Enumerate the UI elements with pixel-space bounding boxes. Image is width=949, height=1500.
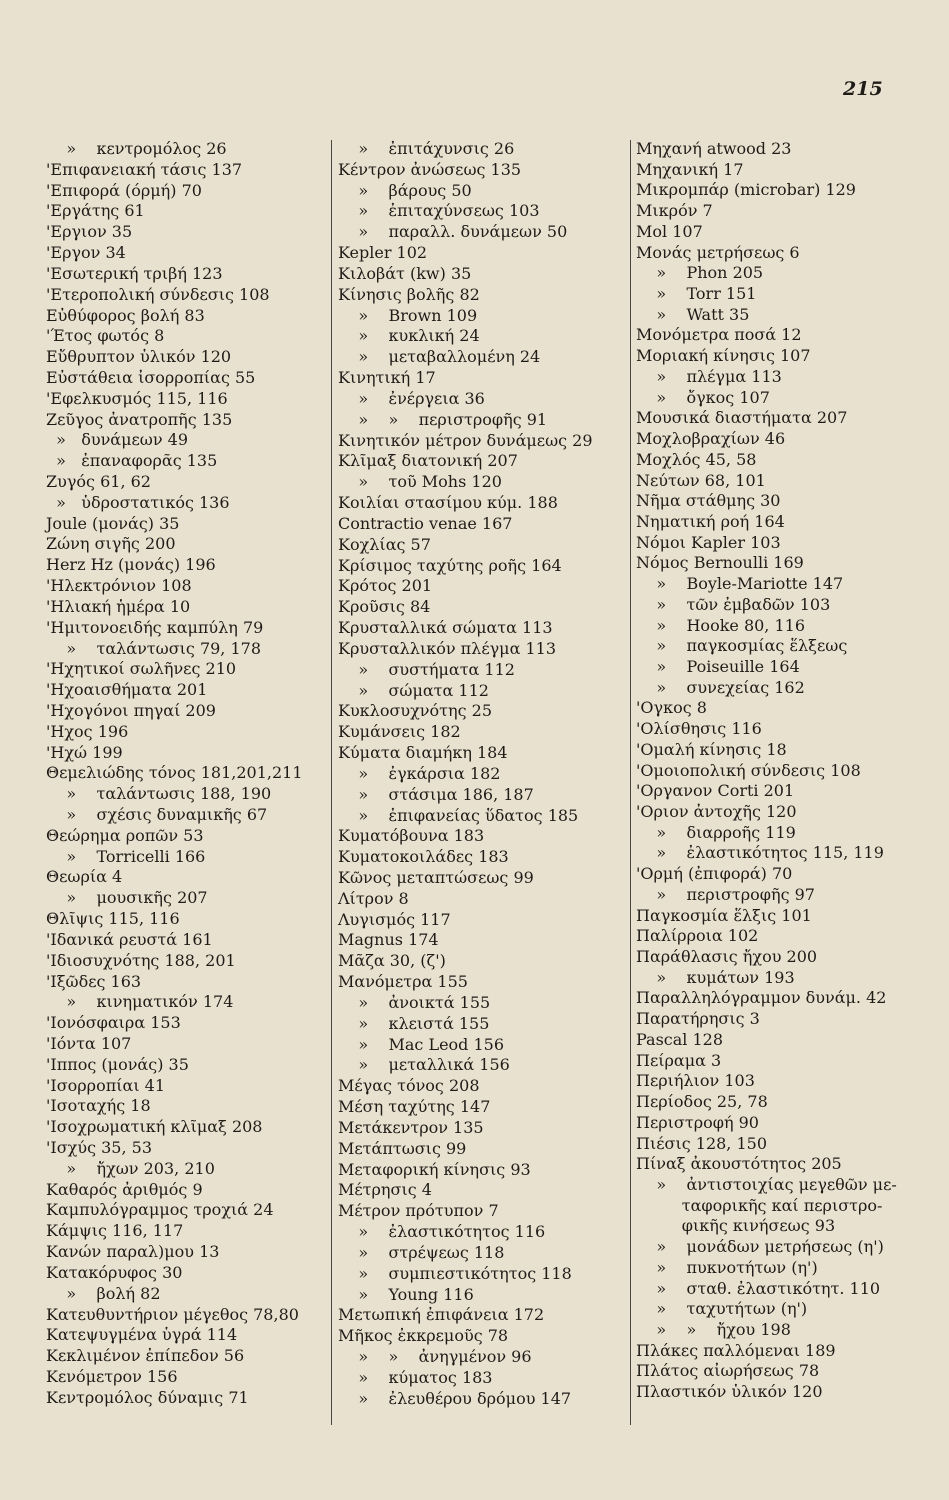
index-entry: Κυματοκοιλάδες 183 bbox=[338, 847, 509, 867]
index-entry: » ταλάντωσις 188, 190 bbox=[46, 784, 272, 804]
index-entry: Μικρομπάρ (microbar) 129 bbox=[636, 180, 856, 200]
index-entry: Καμπυλόγραμμος τροχιά 24 bbox=[46, 1200, 274, 1220]
index-entry: » μονάδων μετρήσεως (η') bbox=[636, 1237, 884, 1257]
index-entry: » πυκνοτήτων (η') bbox=[636, 1257, 818, 1277]
index-entry: Μουσικά διαστήματα 207 bbox=[636, 408, 848, 428]
index-entry: » τῶν ἐμβαδῶν 103 bbox=[636, 594, 831, 614]
index-entry: Μεταφορική κίνησις 93 bbox=[338, 1159, 531, 1179]
index-entry: Κυματόβουνα 183 bbox=[338, 826, 485, 846]
index-entry: Magnus 174 bbox=[338, 930, 439, 950]
index-entry: 'Ισοταχής 18 bbox=[46, 1096, 151, 1116]
index-entry: 'Επιφορά (όρμή) 70 bbox=[46, 180, 202, 200]
index-entry: Ζώνη σιγῆς 200 bbox=[46, 534, 176, 554]
index-column-3 bbox=[636, 139, 936, 1403]
index-entry: Παρατήρησις 3 bbox=[636, 1009, 760, 1029]
index-entry: 'Έτος φωτός 8 bbox=[46, 326, 165, 346]
index-entry: Μανόμετρα 155 bbox=[338, 972, 468, 992]
index-entry: Μηχανική 17 bbox=[636, 159, 744, 179]
index-entry: Νηματική ροή 164 bbox=[636, 511, 785, 531]
index-entry: Κιλοβάτ (kw) 35 bbox=[338, 263, 472, 283]
index-entry: Παράθλασις ἤχου 200 bbox=[636, 947, 818, 967]
index-entry: » » περιστροφῆς 91 bbox=[338, 409, 548, 429]
index-entry: Κεκλιμένον ἐπίπεδον 56 bbox=[46, 1346, 245, 1366]
index-entry: » σχέσις δυναμικῆς 67 bbox=[46, 805, 268, 824]
index-entry: » Poiseuille 164 bbox=[636, 656, 800, 676]
index-entry: » συμπιεστικότητος 118 bbox=[338, 1263, 572, 1283]
index-entry: Πλάκες παλλόμεναι 189 bbox=[636, 1340, 836, 1360]
index-entry: Κυμάνσεις 182 bbox=[338, 722, 461, 742]
index-entry: Θεμελιώδης τόνος 181,201,211 bbox=[46, 763, 303, 783]
index-entry: » ταλάντωσις 79, 178 bbox=[46, 638, 262, 658]
index-entry: φικῆς κινήσεως 93 bbox=[636, 1216, 836, 1236]
index-entry: Πιέσις 128, 150 bbox=[636, 1133, 768, 1153]
index-entry: Πλάτος αἰωρήσεως 78 bbox=[636, 1361, 820, 1381]
index-entry: 'Ιξῶδες 163 bbox=[46, 971, 142, 991]
index-entry: Κροῦσις 84 bbox=[338, 597, 431, 617]
index-entry: » σταθ. ἐλαστικότητ. 110 bbox=[636, 1278, 881, 1298]
index-entry: Κοιλίαι στασίμου κύμ. 188 bbox=[338, 493, 558, 513]
index-entry: Μέτρον πρότυπον 7 bbox=[338, 1201, 499, 1221]
index-entry: Παλίρροια 102 bbox=[636, 926, 759, 946]
index-entry: Mol 107 bbox=[636, 221, 703, 241]
index-entry: 'Ογκος 8 bbox=[636, 698, 707, 718]
index-entry: 'Ορμή (ἐπιφορά) 70 bbox=[636, 864, 793, 884]
index-entry: Καθαρός ἀριθμός 9 bbox=[46, 1179, 203, 1199]
index-entry: 'Οργανον Corti 201 bbox=[636, 781, 795, 801]
index-entry: 'Εργον 34 bbox=[46, 243, 126, 263]
index-entry: 'Ισορροπίαι 41 bbox=[46, 1075, 166, 1095]
index-entry: » δυνάμεων 49 bbox=[46, 430, 189, 450]
index-entry: 'Ομοιοπολική σύνδεσις 108 bbox=[636, 760, 861, 780]
index-entry: » Torricelli 166 bbox=[46, 846, 206, 866]
index-entry: Pascal 128 bbox=[636, 1029, 724, 1049]
index-entry: 'Εφελκυσμός 115, 116 bbox=[46, 388, 228, 408]
index-entry: Κεντρομόλος δύναμις 71 bbox=[46, 1387, 249, 1407]
index-entry: Μετωπική ἐπιφάνεια 172 bbox=[338, 1305, 545, 1325]
index-entry: Μῆκος ἐκκρεμοῦς 78 bbox=[338, 1326, 509, 1346]
index-entry: Εὔθρυπτον ὑλικόν 120 bbox=[46, 347, 232, 367]
index-entry: » τοῦ Mohs 120 bbox=[338, 472, 502, 492]
index-entry: 'Εργάτης 61 bbox=[46, 201, 145, 221]
index-entry: » συνεχείας 162 bbox=[636, 677, 805, 697]
index-entry: 'Ομαλή κίνησις 18 bbox=[636, 739, 787, 759]
index-entry: Εὐθύφορος βολή 83 bbox=[46, 305, 205, 325]
index-entry: » κινηματικόν 174 bbox=[46, 992, 234, 1012]
index-entry: Πλαστικόν ὑλικόν 120 bbox=[636, 1382, 823, 1402]
column-divider bbox=[630, 140, 631, 1425]
index-entry: Ζεῦγος ἀνατροπῆς 135 bbox=[46, 409, 233, 429]
index-entry: » στάσιμα 186, 187 bbox=[338, 784, 534, 804]
index-entry: 'Ηχος 196 bbox=[46, 721, 129, 741]
index-entry: » κυμάτων 193 bbox=[636, 967, 795, 987]
index-entry: » ἐπιταχύνσεως 103 bbox=[338, 201, 540, 221]
index-entry: Κίνησις βολῆς 82 bbox=[338, 284, 480, 304]
index-entry: Contractio venae 167 bbox=[338, 513, 513, 533]
index-entry: Περιστροφή 90 bbox=[636, 1112, 759, 1132]
index-entry: Νόμοι Kapler 103 bbox=[636, 532, 781, 552]
index-entry: » Boyle-Mariotte 147 bbox=[636, 574, 844, 594]
index-entry: Μικρόν 7 bbox=[636, 201, 713, 221]
index-entry: Λυγισμός 117 bbox=[338, 909, 451, 929]
index-entry: Περιήλιον 103 bbox=[636, 1071, 755, 1091]
index-entry: » διαρροῆς 119 bbox=[636, 822, 796, 842]
index-entry: » ἐπιτάχυνσις 26 bbox=[338, 139, 515, 158]
index-entry: Μέτρησις 4 bbox=[338, 1180, 432, 1200]
index-entry: 'Εσωτερική τριβή 123 bbox=[46, 263, 223, 283]
index-entry: » ἀνοικτά 155 bbox=[338, 992, 491, 1012]
index-entry: » ἐπιφανείας ὕδατος 185 bbox=[338, 805, 579, 825]
index-entry: Μονόμετρα ποσά 12 bbox=[636, 325, 802, 345]
index-entry: 'Ιππος (μονάς) 35 bbox=[46, 1054, 189, 1074]
index-entry: 'Ηχώ 199 bbox=[46, 742, 123, 762]
index-entry: Νῆμα στάθμης 30 bbox=[636, 491, 781, 511]
index-entry: Μᾶζα 30, (ζ') bbox=[338, 951, 446, 971]
index-entry: » ταχυτήτων (η') bbox=[636, 1299, 808, 1319]
index-entry: » ἐλευθέρου δρόμου 147 bbox=[338, 1388, 572, 1408]
index-entry: Herz Hz (μονάς) 196 bbox=[46, 555, 216, 575]
index-entry: Πίναξ ἀκουστότητος 205 bbox=[636, 1154, 842, 1174]
index-entry: 'Ετεροπολική σύνδεσις 108 bbox=[46, 284, 270, 304]
index-entry: Εὐστάθεια ἰσορροπίας 55 bbox=[46, 367, 256, 387]
index-entry: 'Οριον ἀντοχῆς 120 bbox=[636, 802, 797, 821]
index-entry: Θεώρημα ροπῶν 53 bbox=[46, 825, 204, 845]
index-entry: Πείραμα 3 bbox=[636, 1050, 722, 1070]
index-entry: » ἐνέργεια 36 bbox=[338, 388, 485, 408]
index-entry: Κατακόρυφος 30 bbox=[46, 1262, 183, 1282]
index-entry: Kepler 102 bbox=[338, 243, 428, 263]
index-entry: Κρυσταλλικά σώματα 113 bbox=[338, 618, 553, 638]
index-entry: Παγκοσμία ἕλξις 101 bbox=[636, 905, 812, 925]
index-entry: Περίοδος 25, 78 bbox=[636, 1092, 768, 1112]
index-entry: ταφορικῆς καί περιστρο- bbox=[636, 1195, 883, 1215]
index-column-2 bbox=[338, 139, 626, 1410]
index-entry: » Young 116 bbox=[338, 1284, 474, 1304]
index-entry: 'Εργιον 35 bbox=[46, 222, 133, 242]
index-entry: » παραλλ. δυνάμεων 50 bbox=[338, 222, 568, 242]
index-entry: » μουσικῆς 207 bbox=[46, 888, 208, 908]
index-entry: Μονάς μετρήσεως 6 bbox=[636, 242, 800, 262]
index-entry: » κλειστά 155 bbox=[338, 1013, 490, 1033]
index-entry: 'Ισοχρωματική κλῖμαξ 208 bbox=[46, 1117, 263, 1137]
index-entry: Κινητική 17 bbox=[338, 368, 436, 388]
index-entry: 'Ισχύς 35, 53 bbox=[46, 1138, 152, 1157]
index-entry: 'Ιδανικά ρευστά 161 bbox=[46, 929, 213, 949]
index-entry: Κρίσιμος ταχύτης ροῆς 164 bbox=[338, 555, 562, 575]
index-entry: » ἀντιστοιχίας μεγεθῶν με- bbox=[636, 1174, 897, 1194]
index-entry: Κέντρον ἀνώσεως 135 bbox=[338, 159, 522, 179]
index-entry: » ἐγκάρσια 182 bbox=[338, 763, 501, 783]
index-entry: » Phon 205 bbox=[636, 263, 764, 283]
index-entry: Κῶνος μεταπτώσεως 99 bbox=[338, 867, 534, 887]
index-entry: 'Ολίσθησις 116 bbox=[636, 719, 762, 739]
index-entry: 'Ηλιακή ἡμέρα 10 bbox=[46, 596, 191, 616]
index-entry: Κατεψυγμένα ὑγρά 114 bbox=[46, 1325, 238, 1345]
index-entry: Παραλληλόγραμμον δυνάμ. 42 bbox=[636, 988, 887, 1008]
index-entry: » ὄγκος 107 bbox=[636, 387, 770, 407]
index-entry: Θλῖψις 115, 116 bbox=[46, 909, 180, 929]
index-entry: Μοριακή κίνησις 107 bbox=[636, 346, 811, 366]
index-entry: » βολή 82 bbox=[46, 1283, 161, 1303]
index-entry: » » ἤχου 198 bbox=[636, 1319, 791, 1339]
index-entry: 'Ηλεκτρόνιον 108 bbox=[46, 576, 192, 596]
index-entry: 'Ιόντα 107 bbox=[46, 1033, 132, 1053]
index-entry: » Brown 109 bbox=[338, 305, 478, 325]
index-entry: Νεύτων 68, 101 bbox=[636, 470, 766, 490]
index-entry: » βάρους 50 bbox=[338, 180, 472, 200]
index-entry: » κεντρομόλος 26 bbox=[46, 139, 227, 158]
index-entry: 'Ηχογόνοι πηγαί 209 bbox=[46, 700, 216, 720]
index-entry: Κανών παραλ)μου 13 bbox=[46, 1242, 220, 1262]
index-entry: Joule (μονάς) 35 bbox=[46, 513, 180, 533]
index-entry: » μεταλλικά 156 bbox=[338, 1055, 510, 1075]
index-entry: Κενόμετρον 156 bbox=[46, 1366, 178, 1386]
index-entry: » ἤχων 203, 210 bbox=[46, 1158, 215, 1178]
index-entry: » σώματα 112 bbox=[338, 680, 489, 700]
index-entry: » στρέψεως 118 bbox=[338, 1242, 505, 1262]
index-entry: » ὑδροστατικός 136 bbox=[46, 492, 230, 512]
index-entry: 'Ηχητικοί σωλῆνες 210 bbox=[46, 659, 237, 679]
index-entry: Κινητικόν μέτρον δυνάμεως 29 bbox=[338, 430, 593, 450]
index-entry: » » ἀνηγμένον 96 bbox=[338, 1347, 532, 1367]
index-entry: » Torr 151 bbox=[636, 284, 757, 304]
index-entry: 'Επιφανειακή τάσις 137 bbox=[46, 159, 243, 179]
index-entry: Νόμος Bernoulli 169 bbox=[636, 553, 804, 573]
index-entry: 'Ιονόσφαιρα 153 bbox=[46, 1013, 181, 1033]
index-entry: Κρυσταλλικόν πλέγμα 113 bbox=[338, 638, 556, 658]
index-entry: Μετάκεντρον 135 bbox=[338, 1117, 484, 1137]
index-entry: Μηχανή atwood 23 bbox=[636, 139, 792, 158]
index-entry: 'Ιδιοσυχνότης 188, 201 bbox=[46, 950, 236, 970]
index-entry: Κρότος 201 bbox=[338, 576, 433, 596]
index-entry: Κλῖμαξ διατονική 207 bbox=[338, 451, 518, 471]
index-entry: 'Ηχοαισθήματα 201 bbox=[46, 680, 208, 700]
index-entry: Ζυγός 61, 62 bbox=[46, 472, 151, 491]
index-entry: » κυκλική 24 bbox=[338, 326, 480, 346]
index-column-1 bbox=[46, 139, 336, 1409]
index-entry: » ἐπαναφορᾶς 135 bbox=[46, 451, 218, 471]
index-entry: » κύματος 183 bbox=[338, 1367, 493, 1387]
index-entry: » μεταβαλλομένη 24 bbox=[338, 347, 541, 367]
index-entry: » παγκοσμίας ἕλξεως bbox=[636, 636, 848, 656]
index-entry: » Mac Leod 156 bbox=[338, 1034, 505, 1054]
index-entry: » περιστροφῆς 97 bbox=[636, 884, 815, 904]
index-entry: Μοχλοβραχίων 46 bbox=[636, 429, 786, 449]
index-entry: » Watt 35 bbox=[636, 304, 750, 324]
index-entry: » συστήματα 112 bbox=[338, 659, 515, 679]
index-entry: Μετάπτωσις 99 bbox=[338, 1138, 467, 1158]
index-entry: Μέση ταχύτης 147 bbox=[338, 1097, 491, 1117]
index-entry: 'Ημιτονοειδής καμπύλη 79 bbox=[46, 617, 264, 637]
index-entry: Κάμψις 116, 117 bbox=[46, 1221, 184, 1241]
index-entry: Κατευθυντήριον μέγεθος 78,80 bbox=[46, 1304, 299, 1324]
index-entry: » ἐλαστικότητος 115, 119 bbox=[636, 843, 884, 863]
index-entry: » ἐλαστικότητος 116 bbox=[338, 1222, 546, 1242]
index-entry: Μέγας τόνος 208 bbox=[338, 1076, 480, 1096]
index-entry: Κύματα διαμήκη 184 bbox=[338, 743, 508, 763]
index-entry: Κοχλίας 57 bbox=[338, 534, 431, 554]
index-entry: Μοχλός 45, 58 bbox=[636, 449, 757, 469]
index-entry: » Hooke 80, 116 bbox=[636, 615, 806, 635]
page-number: 215 bbox=[843, 78, 883, 100]
index-entry: Θεωρία 4 bbox=[46, 867, 123, 887]
index-entry: » πλέγμα 113 bbox=[636, 366, 782, 386]
index-entry: Λίτρον 8 bbox=[338, 888, 409, 908]
index-entry: Κυκλοσυχνότης 25 bbox=[338, 701, 492, 721]
